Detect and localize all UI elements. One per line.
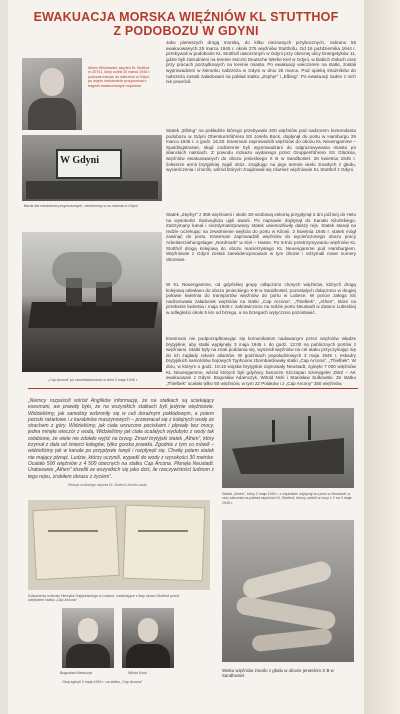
person-right-name: Witold Kock <box>128 671 147 675</box>
athen-photo <box>222 408 354 488</box>
survivor-quote: „Niemcy rozpuścili wśród Anglików informację, że na statkach są uciekający esesmani, aw prawdę było, że na wszystkich statkach byli jedynie więźniowie. Widzieliśmy, jak samoloty wzbroniły się w celi doraźnym pokładowym, a potem pociski rakietowe i z karabinów maszynowych – przewracał się z kolejnych wodę ze strachem z góry. Widzieliśmy, jak ciała wrzucono pociskami i pływały bez mocy, jedna minęła wieczór z wodą. Widzieliśmy jak ciała ocalałych wydobyto z wody tak osłabione, że wiele nie zdołało wyjść na brzeg. Zmarł brytyjski statek „Athen”, który trzymał z dala od śmierci kolegów, tylko gorzka prawda. Zgodnie z tym co mówili – widzieliśmy jak w kanale po przypływie tonęli i rozpłynęli się. Chwilę potem statek nie mający płynąć. Ludzie, którzy uczynili, wypadli do wody z wysokości 30 metrów. Ocalało 500 więźniów z 4 500 obecnych na statku Cap Arcona. Płonęła Neustadt. Uratowanie „Athen” strzelili ze wszystkich się jako dziś, ile rzeczywistości ludziom z tego rejsu, zrobiłem obrazu z życiem”. <box>28 398 214 480</box>
portrait-caption: Alfons Wiśniewski, więzień KL Stutthof nr 20701, który uciekł 25 marca 1945 r. podczas marszu do nabrzeża w Gdyni, po wojnie wielokrotnie przypominał o tragedii ewakuowanych więźniów <box>88 66 151 88</box>
cap-arcona-caption: „Cap Arcona” po zbombardowaniu w dniu 3 maja 1945 r. <box>48 378 138 382</box>
documents-photo <box>28 500 210 590</box>
paragraph-3: Statek „Zephyr” z 368 więźniami i około 30-osobową eskortą przypłynął 3 dni później do Helu na wysokości Świnoujścia ujęli awarii. Po naprawie dopłynął do Kanału Kilońskiego. Zatrzymany kanał i niezdymaterpowany statek uniemożliwiły dalszy rejs. Statek stanął na redzie oczekując na zewolnienie wejścia do portu w Kilonii. 2 kwietnia 1945 r. statek mógł zawinąć do portu. Esesmani zaprowadzili więźniów do wycieńczonego obozu pracy Arbeitserziehungslager „Nordmark” w Kiel – Hasse. Po 6-tnio przetrzymywaniu więźniów KL Stutthof drogą kolejową do obozu macierzystego KL Neuengamme pod Hamburgiem. Więźniowie z Gdyni zostali zaewidencjonowani w tym obozie i otrzymali nowe numery obozowe. <box>166 212 356 262</box>
panel-title-line2: Z PODOBOZU W GDYNI <box>113 24 259 38</box>
paragraph-5: Esesmani nie podporządkowując się komunikatom nadawanym przez więźniów władze brytyjskie, aby statki wypłynęły 3 maja 1945 r. do godz. 12:00 na publicznych portów z więźniami. Statki były na znak poddania się, wyszedł więźniów na cel ataku przyczyniając się do ich zagłady rękami aliantów. W godzinach popołudniowych 3 maja 1945 r. eskadry brytyjskich samolotów bojowych Typhoons zbombardowały statki „Cap Arcona”, „Thielbek”. W dniu, w którym o godz. 15:15 wojska brytyjskie zajmowały Neustadt, zginęło 7 000 więźniów KL Neuengamme, wśród których byli gdyńscy harcerze Szczepan Szerwgeler ZWZ – AK ewakuowani z Gdyni: Bogusław Adamczyk, Witold Ncki i Stanisław Sulkowski. Ze statku „Thielbek” ocalało tylko 50 więźniów, w tym 22 Polaków i z „Cap Arcony” 350 więźniów. <box>166 336 356 386</box>
paragraph-2: Statek „Elbing” na pokładzie którego przebywało 200 więźniów pod nadzorem komendanta podobozu w Gdyni Obersturmführera SS Josefa Bock, dopłynął do portu w Hamburgu 29 marca 1945 r. o godz. 16.20. Esesmani zaprowadzili więźniów do obozu KL Neuengamme – Spaldingstrasse, skąd codziennie byli wyprowadzani do odgruzowywania miasta po alianckich nalotach. Z powodu rozkazu wydanego przez Gruppenführera SS Glücksa, więźniów ewakuowanych do obozu jenieckiego X B w Sandbostel. 28 kwietnia 1945 r. żołnierze armii brytyjskiej zajęli obóz, znajdując na jego terenie wielu zmarłych z głodu, wycieńczenia i chorób, wśród których znajdowali się również więźniowie KL Stutthof z Gdyni. <box>166 128 356 173</box>
divider-line <box>28 388 358 389</box>
sign-text: W Gdyni <box>60 155 99 166</box>
paragraph-4: W KL Neuengamme, od gdyńskiej grupy odłączono chorych więźniów, których drogą kolejową odesłano do obozu jenieckiego X-B w Sandbostel, pozostałych dołączono w drugiej połowie kwietnia do transportów więźniów do portu w Lubece. W porcie załoga SS nadzorowała załadunek więźniów na statki „Cap Arcona”, „Thielbek”, „Athen”, które na przełomie kwietnia i maja 1945 r. zakotwiczono na redzie portu Neustadt w Zatoce Lubeckiej w odległości około 5 km od brzegu, a na brzegach wytyczono pozostawić. <box>166 282 356 315</box>
station-sign-photo <box>22 135 162 201</box>
background-edge <box>364 0 400 714</box>
documents-caption: Dokumenty ucieczki Henryka Gajdzińskiego w Lubece, zwalniające z listy obozu Stutthof przed odejściem statku „Cap Arcona” <box>28 594 180 603</box>
cap-arcona-photo <box>22 232 162 372</box>
sandbostel-photo <box>222 520 354 662</box>
quote-source: Relacja ocalonego więźnia KL Stutthof Józefa Lasak <box>68 483 147 487</box>
sign-caption: Barak dla robotników przymusowych, zamieniony w ss-mannia w Gdyni <box>24 204 138 208</box>
sandbostel-caption: Wieku więźniów zmarło z głodu w obozie jenieckim X B w Sandbostel. <box>222 668 334 679</box>
person-left-photo <box>62 608 114 668</box>
portrait-photo <box>22 58 82 130</box>
person-right-photo <box>122 608 174 668</box>
paragraph-1: Jako pierwszych drogą morską, do kilku nieznanych przybocznych, zabrano 55 ewakuowanych 25 marca 1945 r. około 276 więźniów Stutthofu. Od 16 października 1944 r. przebywali w podobozie KL Stutthof utworzonym w Gdyni przy obecnej ulicy Energetyków 11, gdzie byli zatrudnieni na terenie stoczni Deutsche Werke Kiel w Gdyni, w Babich Dołach oraz przy pracach porządkowych na terenie miasta. Po ewakuacji wieczorem na statki, zostali wyprowadzeni w kierunku nabrzeża w Gdyni w dniu 25 marca. Pod opieką strażników do nabrzeża zostali załadowani na pokład statku „Zephyr” i „Elbing”. Po ewakuacji żaden z nich nie powrócił. <box>166 40 356 85</box>
exhibition-panel <box>8 0 364 714</box>
panel-title-line1: EWAKUACJA MORSKA WIĘŹNIÓW KL STUTTHOF <box>33 10 339 24</box>
persons-caption: Obaj zginęli 3 maja 1945 r. na statku „Cap Arcona” <box>62 680 143 684</box>
person-left-name: Bogusław Aleksczyk <box>60 671 93 675</box>
athen-caption: Statek „Athen”, który 3 maja 1945 r. z więźniami odpłynął do portu w Neustadt, w celu zabrania na pokład więźniów KL Stutthof, którzy uciekli w nocy z 2 na 3 maja 1945 r. <box>222 492 352 505</box>
